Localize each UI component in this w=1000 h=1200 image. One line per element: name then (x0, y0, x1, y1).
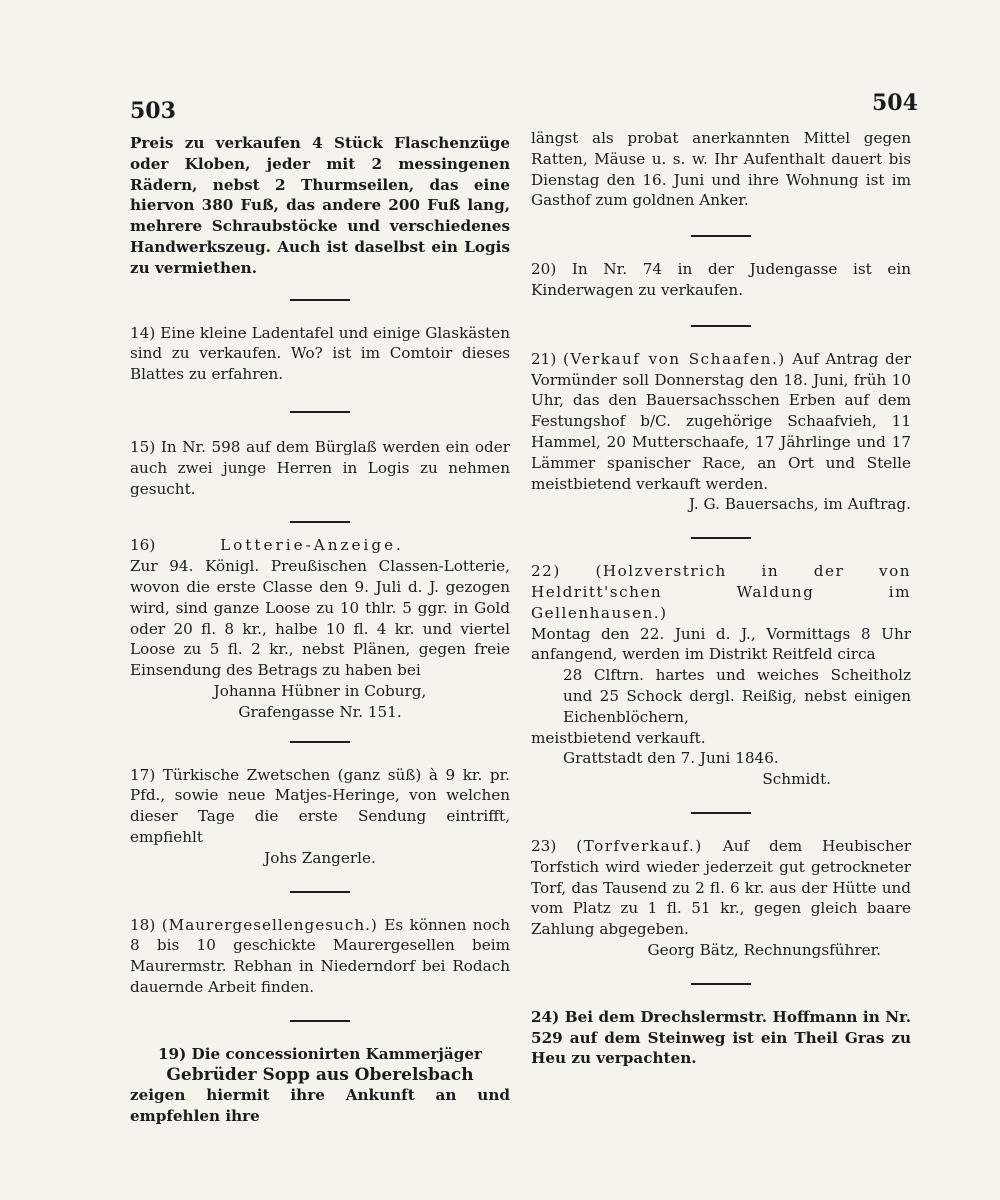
entry-text: 24) Bei dem Drechslermstr. Hoffmann in Nr. 529 auf dem Steinweg ist ein Theil Gras zu Heu zu verpachten. (531, 1007, 911, 1068)
entry-title: 22) (Holzverstrich in der von Heldritt'schen Waldung im Gellenhausen.) (531, 562, 911, 622)
entry-19-continuation (531, 128, 911, 211)
entry-title: (Maurergesellengesuch.) (161, 915, 378, 934)
entry-continuation (130, 133, 510, 279)
entry-16 (130, 535, 510, 722)
entry-19 (130, 1044, 510, 1127)
entry-title: Gebrüder Sopp aus Oberelsbach (166, 1064, 474, 1085)
entry-date: Grattstadt den 7. Juni 1846. (563, 749, 779, 768)
entry-number: 16) (130, 536, 156, 555)
signature: Johs Zangerle. (264, 848, 376, 867)
entry-17 (130, 765, 510, 869)
entry-14 (130, 323, 510, 385)
entry-number: 18) (130, 915, 156, 934)
entry-text: Montag den 22. Juni d. J., Vormittags 8 Uhr anfangend, werden im Distrikt Reitfeld circa (531, 624, 911, 664)
right-column (531, 128, 911, 1069)
entry-text: 14) Eine kleine Ladentafel und einige Glaskästen sind zu verkaufen. Wo? ist im Comtoir dieses Blattes zu erfahren. (130, 323, 510, 384)
entry-title: (Torfverkauf.) (576, 836, 703, 855)
signature: Schmidt. (762, 770, 831, 789)
left-column (130, 133, 510, 1127)
entry-text: 15) In Nr. 598 auf dem Bürglaß werden ein oder auch zwei junge Herren in Logis zu nehmen gesucht. (130, 437, 510, 498)
entry-24 (531, 1007, 911, 1069)
entry-items: 28 Clftrn. hartes und weiches Scheitholz und 25 Schock dergl. Reißig, nebst einigen Eichenblöchern, (563, 666, 911, 726)
entry-18 (130, 915, 510, 998)
entry-22 (531, 561, 911, 790)
signature: J. G. Bauersachs, im Auftrag. (688, 495, 911, 514)
entry-15 (130, 437, 510, 499)
entry-number: 23) (531, 836, 557, 855)
entry-20 (531, 259, 911, 301)
signature-address: Grafengasse Nr. 151. (238, 702, 402, 721)
entry-text: Es können noch 8 bis 10 geschickte Maurergesellen beim Maurermstr. Rebhan in Niederndorf bei Rodach dauernde Arbeit finden. (130, 915, 511, 996)
entry-23 (531, 836, 911, 961)
signature: Johanna Hübner in Coburg, (213, 681, 427, 700)
entry-heading (130, 535, 510, 556)
entry-text: 20) In Nr. 74 in der Judengasse ist ein Kinderwagen zu verkaufen. (531, 260, 911, 299)
entry-text: Auf dem Heubischer Torfstich wird wieder jederzeit gut getrockneter Torf, das Tausend zu 2 fl. 6 kr. aus der Hütte und vom Platz zu 1 fl. 51 kr., gegen gleich baare Zahlung abgegeben. (531, 836, 912, 939)
entry-text: Auf Antrag der Vormünder soll Donnerstag den 18. Juni, früh 10 Uhr, das den Bauersachsschen Erben auf dem Festungshof b/C. zugehörige Schaafvieh, 11 Hammel, 20 Mutterschaafe, 17 Jährlinge und 17 Lämmer spanischer Race, an Ort und Stelle meistbietend verkauft werden. (531, 349, 912, 493)
entry-text: Zur 94. Königl. Preußischen Classen-Lotterie, wovon die erste Classe den 9. Juli d. J. gezogen wird, sind ganze Loose zu 10 thlr. 5 ggr. in Gold oder 20 fl. 8 kr., halbe 10 fl. 4 kr. und viertel Loose zu 5 fl. 2 kr., nebst Plänen, gegen freie Einsendung des Betrags zu haben bei (130, 557, 510, 680)
entry-number: 21) (531, 349, 557, 368)
entry-title: (Verkauf von Schaafen.) (562, 349, 786, 368)
entry-text: 19) Die concessionirten Kammerjäger (157, 1044, 483, 1063)
entry-21 (531, 349, 911, 515)
entry-text: 17) Türkische Zwetschen (ganz süß) à 9 kr. pr. Pfd., sowie neue Matjes-Heringe, von welchen dieser Tage die erste Sendung eintrifft, empfiehlt (130, 765, 510, 846)
entry-text: zeigen hiermit ihre Ankunft an und empfehlen ihre (130, 1086, 510, 1126)
entry-text: Preis zu verkaufen 4 Stück Flaschenzüge oder Kloben, jeder mit 2 messingenen Rädern, nebst 2 Thurmseilen, das eine hiervon 380 Fuß, das andere 200 Fuß lang, mehrere Schraubstöcke und verschiedenes Handwerkszeug. Auch ist daselbst ein Logis zu vermiethen. (130, 134, 510, 277)
page-number-left: 503 (130, 98, 176, 124)
entry-text: längst als probat anerkannten Mittel gegen Ratten, Mäuse u. s. w. Ihr Aufenthalt dauert bis Dienstag den 16. Juni und ihre Wohnung ist im Gasthof zum goldnen Anker. (531, 129, 911, 210)
signature: Georg Bätz, Rechnungsführer. (647, 940, 881, 959)
entry-title: Lotterie-Anzeige. (220, 536, 404, 555)
page-number-right: 504 (872, 90, 918, 116)
entry-text: meistbietend verkauft. (531, 728, 706, 747)
